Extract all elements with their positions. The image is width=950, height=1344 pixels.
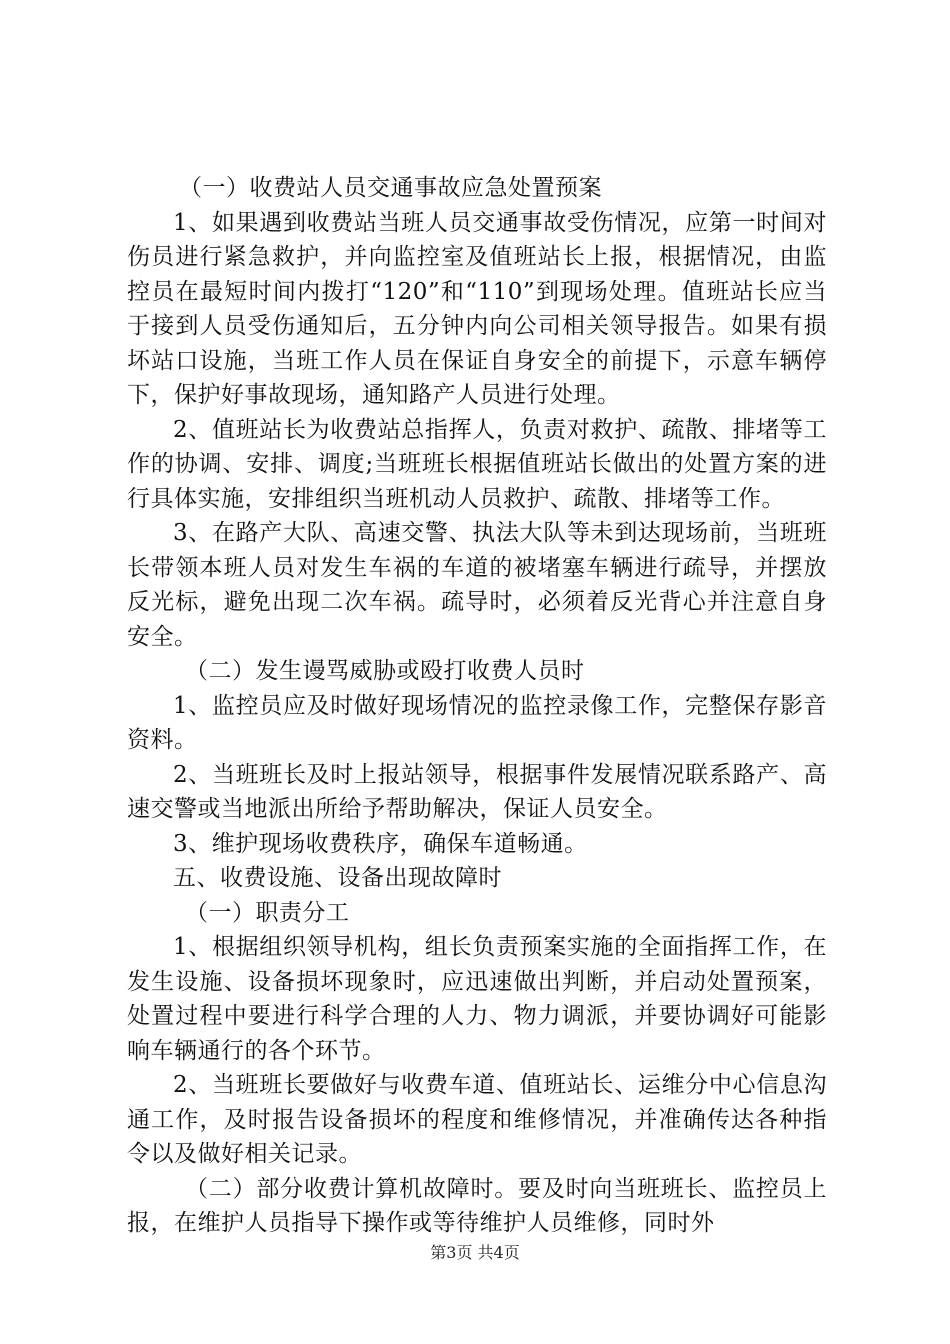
section-heading-traffic-accident: （一）收费站人员交通事故应急处置预案: [179, 175, 602, 201]
paragraph-abuse-item-2: 2、当班班长及时上报站领导，根据事件发展情况联系路产、高速交警或当地派出所给予帮助解决，保证人员安全。: [127, 761, 827, 822]
paragraph-abuse-item-1: 1、监控员应及时做好现场情况的监控录像工作，完整保存影音资料。: [127, 692, 827, 753]
paragraph-responsibility-item-1: 1、根据组织领导机构，组长负责预案实施的全面指挥工作，在发生设施、设备损坏现象时，应迅速做出判断，并启动处置预案，处置过程中要进行科学合理的人力、物力调派，并要协调好可能影响车辆通行的各个环节。: [127, 934, 827, 1064]
paragraph-accident-item-2: 2、值班站长为收费站总指挥人，负责对救护、疏散、排堵等工作的协调、安排、调度;当班班长根据值班站长做出的处置方案的进行具体实施，安排组织当班机动人员救护、疏散、排堵等工作。: [127, 416, 827, 512]
page-number-label: 第3页 共4页: [430, 1243, 520, 1262]
paragraph-accident-item-1: 1、如果遇到收费站当班人员交通事故受伤情况，应第一时间对伤员进行紧急救护，并向监控室及值班站长上报，根据情况，由监控员在最短时间内拨打“120”和“110”到现场处理。值班站长应当于接到人员受伤通知后，五分钟内向公司相关领导报告。如果有损坏站口设施，当班工作人员在保证自身安全的前提下，示意车辆停下，保护好事故现场，通知路产人员进行处理。: [127, 209, 827, 408]
paragraph-computer-failure: （二）部分收费计算机故障时。要及时向当班班长、监控员上报，在维护人员指导下操作或等待维护人员维修，同时外: [127, 1175, 827, 1236]
page-footer: [0, 1243, 950, 1263]
paragraph-responsibility-item-2: 2、当班班长要做好与收费车道、值班站长、运维分中心信息沟通工作，及时报告设备损坏的程度和维修情况，并准确传达各种指令以及做好相关记录。: [127, 1072, 827, 1167]
paragraph-abuse-item-3: 3、维护现场收费秩序，确保车道畅通。: [173, 830, 588, 857]
paragraph-accident-item-3: 3、在路产大队、高速交警、执法大队等未到达现场前，当班班长带领本班人员对发生车祸的车道的被堵塞车辆进行疏导，并摆放反光标，避免出现二次车祸。疏导时，必须着反光背心并注意自身安全。: [127, 520, 827, 650]
section-heading-responsibilities: （一）职责分工: [185, 899, 350, 926]
document-body: [127, 171, 827, 1241]
section-heading-abuse-threat: （二）发生谩骂威胁或殴打收费人员时: [185, 658, 585, 684]
section-heading-equipment-failure: 五、收费设施、设备出现故障时: [173, 865, 502, 891]
